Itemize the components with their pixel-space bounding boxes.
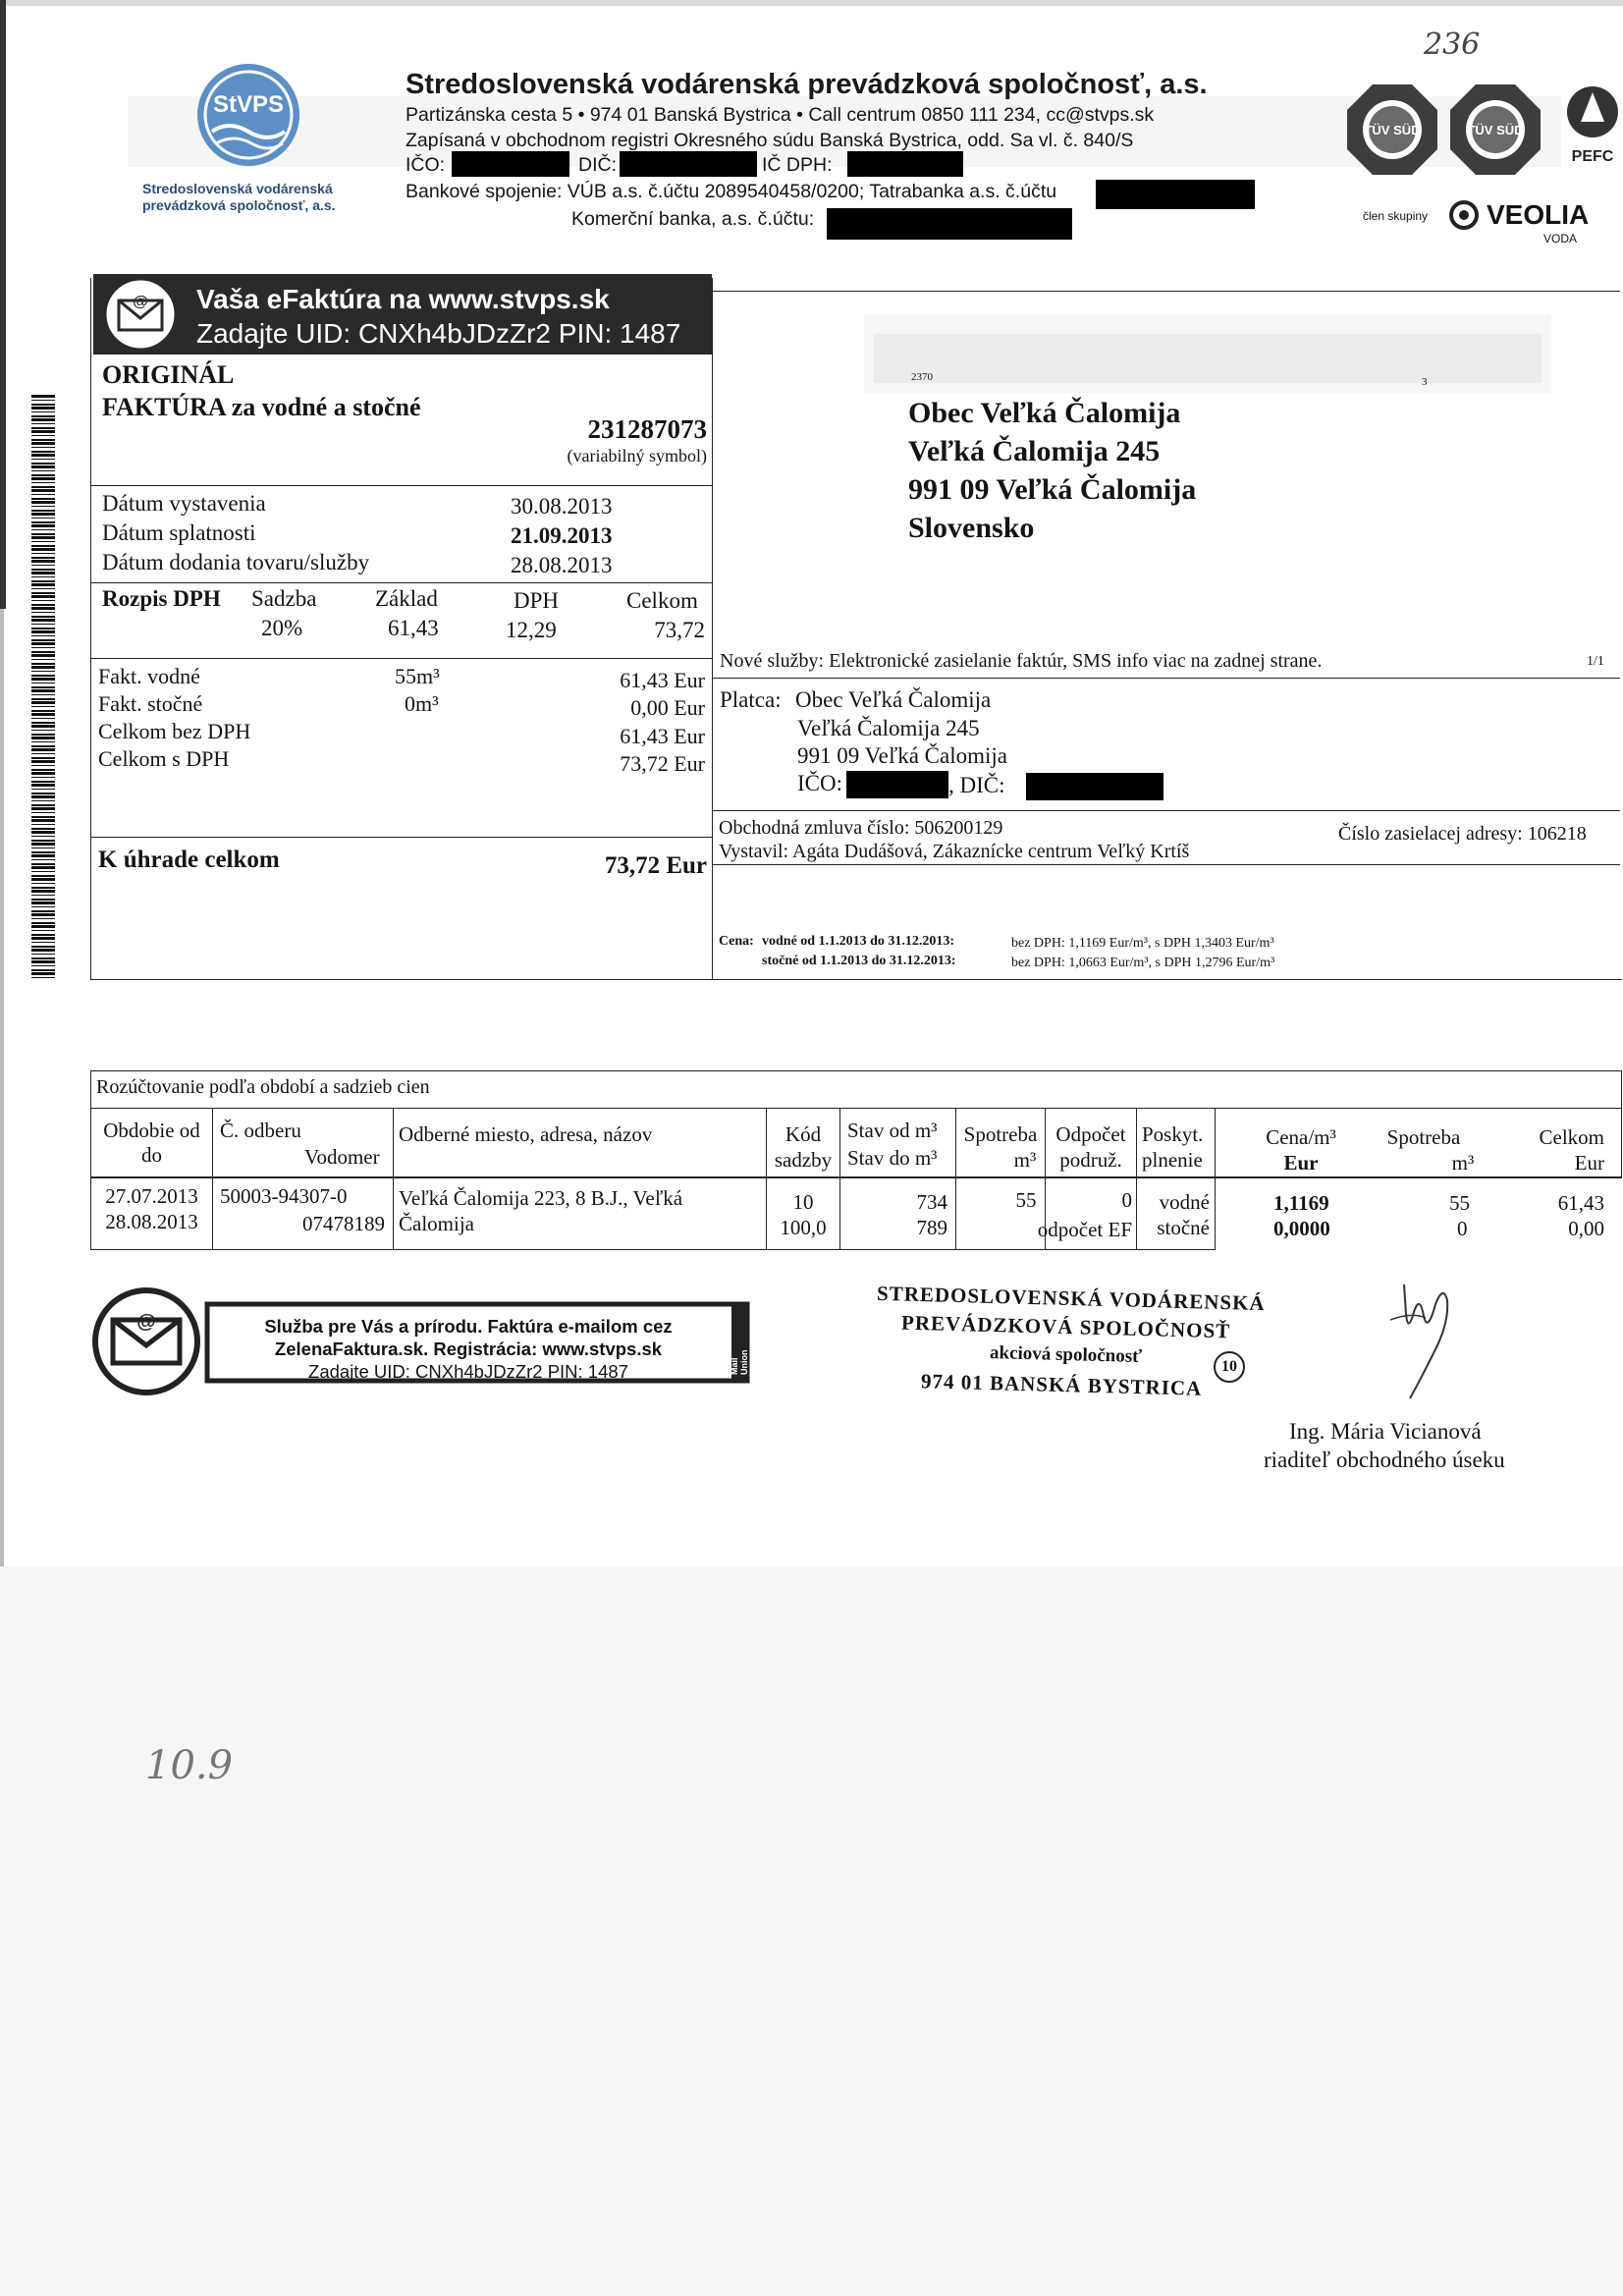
show-through-3 — [874, 334, 1542, 383]
hdr-code-1: Kód — [784, 1122, 822, 1146]
row-to: 28.08.2013 — [105, 1210, 198, 1233]
ico-label: IČO: — [406, 154, 446, 176]
scan-edge-top — [0, 0, 1623, 6]
vat-base: 61,43 — [388, 616, 439, 640]
row-service-2: stočné — [1157, 1216, 1210, 1239]
tbl-top — [90, 1070, 1622, 1071]
tbl-header-bottom — [90, 1176, 1622, 1178]
original-label: ORIGINÁL — [102, 360, 235, 389]
tuv-text-2: TÜV SÜD — [1467, 123, 1524, 137]
logo-text: StVPS — [212, 91, 285, 118]
row-price-2: 0,0000 — [1273, 1217, 1330, 1240]
efaktura-line1: Vaša eFaktúra na www.stvps.sk — [196, 284, 610, 314]
breakdown-title: Rozúčtovanie podľa období a sadzieb cien — [96, 1076, 430, 1098]
gray-bottom-band — [0, 1566, 1623, 2296]
date-issued-value: 30.08.2013 — [511, 494, 613, 519]
row-state-to: 789 — [916, 1216, 947, 1239]
address-number: Číslo zasielacej adresy: 106218 — [1338, 823, 1587, 845]
veolia-text: VEOLIA — [1487, 199, 1590, 230]
recipient-code-2: 3 — [1422, 376, 1428, 388]
date-delivery-label: Dátum dodania tovaru/služby — [102, 550, 370, 574]
signatory-name: Ing. Mária Vicianová — [1289, 1419, 1482, 1444]
hdr-service-2: plnenie — [1142, 1148, 1203, 1172]
stvps-logo — [194, 61, 302, 169]
payer-ico-label: IČO: — [797, 771, 842, 795]
box-bottom — [90, 979, 1622, 980]
price-sewage-period: stočné od 1.1.2013 do 31.12.2013: — [762, 954, 956, 968]
date-issued-label: Dátum vystavenia — [102, 491, 266, 516]
sep-3 — [90, 658, 712, 659]
item-no-vat-amount: 61,43 Eur — [620, 724, 705, 748]
tbl-col-1 — [212, 1108, 213, 1250]
sep-2 — [90, 582, 712, 583]
signatory-title: riaditeľ obchodného úseku — [1264, 1448, 1505, 1472]
hdr-total-2: Eur — [1574, 1151, 1604, 1175]
hdr-period-1: Obdobie od — [103, 1119, 200, 1142]
pefc-logo — [1563, 82, 1620, 171]
hdr-cons2-2: m³ — [1451, 1151, 1475, 1175]
vat-title: Rozpis DPH — [102, 586, 221, 611]
bank-redacted-1 — [1096, 180, 1255, 209]
tbl-col-2 — [393, 1108, 394, 1250]
sep-notice — [712, 678, 1620, 679]
invoice-number: 231287073 — [587, 414, 707, 444]
stamp-line4: 974 01 BANSKÁ BYSTRICA — [920, 1369, 1203, 1400]
tbl-col-7 — [1136, 1108, 1137, 1250]
hdr-deduct-1: Odpočet — [1055, 1122, 1126, 1146]
row-cons2-1: 55 — [1449, 1191, 1470, 1215]
green-line1: Služba pre Vás a prírodu. Faktúra e-mailom cez — [264, 1316, 673, 1337]
item-sewage-label: Fakt. stočné — [98, 691, 203, 716]
hdr-total-1: Celkom — [1539, 1125, 1604, 1149]
tbl-bottom — [90, 1249, 1215, 1250]
tbl-right — [1621, 1070, 1622, 1178]
row-service-1: vodné — [1159, 1190, 1210, 1214]
stamp-line1: STREDOSLOVENSKÁ VODÁRENSKÁ — [876, 1281, 1266, 1316]
ic-dph-label: IČ DPH: — [762, 154, 833, 176]
row-price-1: 1,1169 — [1273, 1191, 1329, 1215]
price-water-period: vodné od 1.1.2013 do 31.12.2013: — [762, 934, 955, 949]
stamp-number-text: 10 — [1221, 1358, 1237, 1375]
tbl-header-top — [90, 1108, 1622, 1109]
row-code-1: 10 — [792, 1190, 814, 1214]
recipient-street: Veľká Čalomija 245 — [908, 435, 1161, 467]
tbl-col-8 — [1215, 1108, 1216, 1250]
invoice-number-label: (variabilný symbol) — [567, 446, 707, 465]
stamp-line2: PREVÁDZKOVÁ SPOLOČNOSŤ — [900, 1310, 1231, 1343]
price-label: Cena: — [719, 934, 754, 949]
item-sewage-amount: 0,00 Eur — [630, 695, 705, 720]
recipient-city: 991 09 Veľká Čalomija — [908, 473, 1197, 506]
item-with-vat-amount: 73,72 Eur — [620, 751, 705, 776]
hdr-place: Odberné miesto, adresa, názov — [399, 1122, 653, 1146]
payer-ico-redacted — [846, 771, 948, 798]
row-total-2: 0,00 — [1568, 1217, 1604, 1240]
scan-edge-left-light — [0, 609, 4, 1591]
date-due-label: Dátum splatnosti — [102, 520, 256, 545]
efaktura-line2: Zadajte UID: CNXh4bJDzZr2 PIN: 1487 — [196, 318, 681, 349]
company-address: Partizánska cesta 5 • 974 01 Banská Bystrica • Call centrum 0850 111 234, cc@stvps.sk — [406, 104, 1155, 126]
stamp-line3: akciová spoločnosť — [989, 1341, 1143, 1368]
price-water-rates: bez DPH: 1,1169 Eur/m³, s DPH 1,3403 Eur/m³ — [1011, 936, 1274, 951]
payer-name: Obec Veľká Čalomija — [795, 687, 992, 712]
total-label: K úhrade celkom — [98, 847, 280, 873]
sep-1 — [90, 485, 712, 486]
hdr-cons2-1: Spotreba — [1386, 1125, 1461, 1149]
vat-total: 73,72 — [654, 618, 705, 642]
tuv-cert-badge-2 — [1448, 82, 1542, 177]
row-deduct-1: 0 — [1121, 1188, 1132, 1212]
vat-dph-label: DPH — [514, 588, 560, 613]
company-name: Stredoslovenská vodárenská prevádzková spoločnosť, a.s. — [406, 69, 1208, 100]
hdr-cons-2: m³ — [1013, 1148, 1037, 1172]
sep-4 — [90, 837, 712, 838]
hdr-service-1: Poskyt. — [1142, 1122, 1204, 1146]
recipient-code: 2370 — [911, 371, 933, 383]
payer-dic-label: , DIČ: — [948, 773, 1005, 797]
vat-total-label: Celkom — [626, 588, 698, 613]
row-vodomer: 07478189 — [302, 1212, 385, 1235]
member-label: člen skupiny — [1363, 209, 1429, 223]
hdr-cons-1: Spotreba — [963, 1122, 1038, 1146]
payer-city: 991 09 Veľká Čalomija — [797, 743, 1007, 768]
hdr-deduct-2: podruž. — [1059, 1148, 1122, 1172]
hdr-state-1: Stav od m³ — [847, 1119, 938, 1142]
price-sewage-rates: bez DPH: 1,0663 Eur/m³, s DPH 1,2796 Eur/m³ — [1011, 956, 1275, 970]
item-water-amount: 61,43 Eur — [620, 668, 705, 692]
green-line3: Zadajte UID: CNXh4bJDzZr2 PIN: 1487 — [308, 1361, 628, 1382]
company-registry: Zapísaná v obchodnom registri Okresného súdu Banská Bystrica, odd. Sa vl. č. 840/S — [406, 130, 1134, 151]
logo-caption-1: Stredoslovenská vodárenská — [142, 181, 333, 196]
hdr-price-2: Eur — [1283, 1151, 1319, 1175]
row-state-from: 734 — [916, 1190, 947, 1214]
row-place-2: Čalomija — [399, 1212, 474, 1235]
tuv-cert-badge-1 — [1345, 82, 1439, 177]
ico-redacted — [452, 151, 569, 177]
box-left — [90, 278, 91, 980]
box-right — [712, 278, 713, 980]
bank-line-2: Komerční banka, a.s. č.účtu: — [571, 208, 815, 230]
recipient-name: Obec Veľká Čalomija — [908, 397, 1181, 429]
svg-text:@: @ — [133, 294, 148, 310]
row-from: 27.07.2013 — [105, 1184, 198, 1208]
invoice-title: FAKTÚRA za vodné a stočné — [102, 393, 421, 421]
item-with-vat-label: Celkom s DPH — [98, 746, 230, 771]
hdr-price-1: Cena/m³ — [1266, 1125, 1336, 1149]
row-odber: 50003-94307-0 — [220, 1184, 348, 1208]
barcode-strip — [31, 395, 55, 978]
hdr-meter-1: Č. odberu — [220, 1119, 301, 1142]
payer-label: Platca: — [720, 687, 782, 712]
row-code-2: 100,0 — [780, 1216, 827, 1239]
vat-rate: 20% — [261, 616, 303, 640]
bank-line: Bankové spojenie: VÚB a.s. č.účtu 2089540458/0200; Tatrabanka a.s. č.účtu — [406, 181, 1057, 202]
payer-street: Veľká Čalomija 245 — [797, 716, 980, 740]
tbl-col-4 — [839, 1108, 840, 1250]
payer-dic-redacted — [1026, 773, 1163, 800]
row-consumption: 55 — [1015, 1188, 1037, 1212]
pefc-text: PEFC — [1571, 148, 1614, 165]
sep-issuer — [712, 864, 1620, 865]
dic-label: DIČ: — [578, 154, 617, 176]
contract-number: Obchodná zmluva číslo: 506200129 — [719, 817, 1003, 839]
item-sewage-qty: 0m³ — [405, 691, 439, 716]
row-deduct-2: odpočet EF — [1037, 1218, 1132, 1241]
sep-payer — [712, 810, 1620, 811]
date-delivery-value: 28.08.2013 — [511, 553, 613, 577]
logo-caption-2: prevádzková spoločnosť, a.s. — [142, 197, 336, 213]
row-cons2-2: 0 — [1457, 1217, 1468, 1240]
box-top-right — [712, 291, 1620, 292]
hdr-period-2: do — [141, 1143, 162, 1167]
stamp-number — [1214, 1351, 1245, 1383]
page-indicator: 1/1 — [1587, 654, 1604, 669]
services-notice: Nové služby: Elektronické zasielanie faktúr, SMS info viac na zadnej strane. — [720, 650, 1323, 672]
vat-dph: 12,29 — [506, 618, 557, 642]
total-amount: 73,72 Eur — [604, 852, 707, 879]
envelope-icon — [101, 275, 180, 354]
hdr-meter-2: Vodomer — [304, 1145, 380, 1169]
green-invoice-banner — [91, 1286, 754, 1396]
hdr-code-2: sadzby — [774, 1148, 833, 1172]
mail-union-label: Mail Union — [730, 1349, 749, 1375]
date-due-value: 21.09.2013 — [511, 523, 613, 548]
item-no-vat-label: Celkom bez DPH — [98, 719, 251, 743]
item-water-label: Fakt. vodné — [98, 664, 200, 688]
bank-redacted-2 — [827, 208, 1072, 240]
row-total-1: 61,43 — [1557, 1191, 1604, 1215]
handwritten-page-number: 236 — [1424, 27, 1481, 62]
svg-text:@: @ — [136, 1311, 156, 1333]
hdr-state-2: Stav do m³ — [847, 1146, 938, 1170]
voda-text: VODA — [1543, 232, 1578, 246]
row-place-1: Veľká Čalomija 223, 8 B.J., Veľká — [399, 1186, 683, 1210]
item-water-qty: 55m³ — [395, 664, 440, 688]
vat-base-label: Základ — [375, 586, 438, 611]
veolia-icon — [1448, 199, 1480, 231]
scan-edge-left — [0, 0, 6, 609]
handwritten-signature — [1384, 1265, 1463, 1402]
tuv-text-1: TÜV SÜD — [1364, 123, 1421, 137]
handwritten-date-note: 10.9 — [145, 1743, 234, 1788]
recipient-country: Slovensko — [908, 512, 1035, 544]
issued-by: Vystavil: Agáta Dudášová, Zákaznícke centrum Veľký Krtíš — [719, 841, 1190, 862]
dic-redacted — [620, 151, 757, 177]
ic-dph-redacted — [847, 151, 963, 177]
vat-rate-label: Sadzba — [251, 586, 317, 611]
green-line2: ZelenaFaktura.sk. Registrácia: www.stvps.sk — [274, 1339, 663, 1359]
